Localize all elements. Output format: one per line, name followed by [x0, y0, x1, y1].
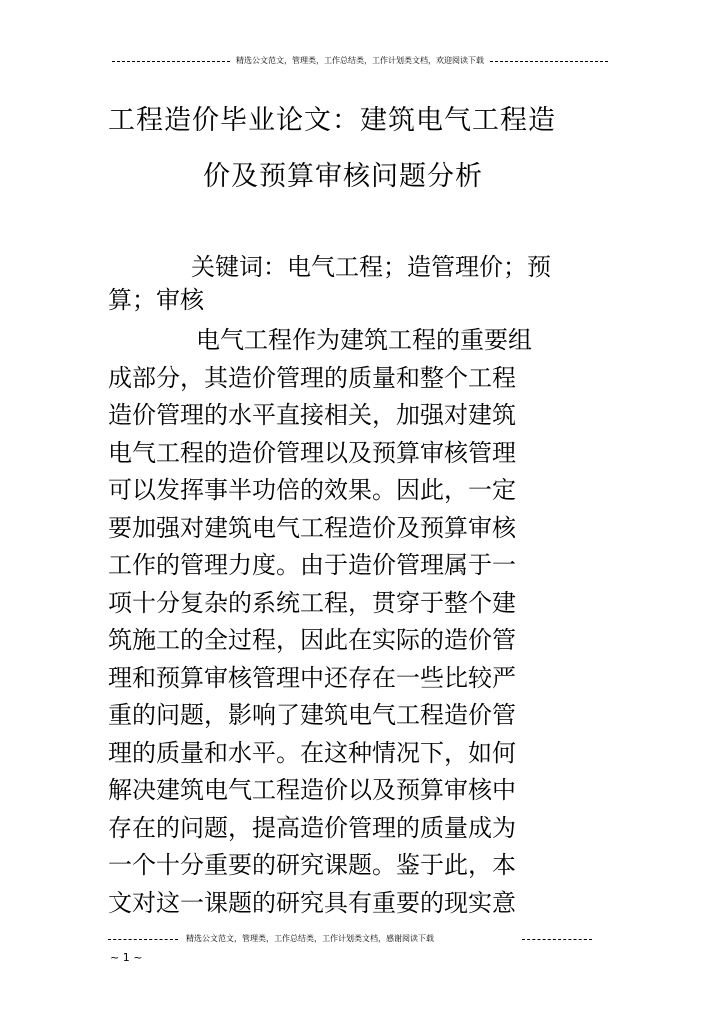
- footer-left-rule: [108, 939, 178, 940]
- keywords-line-1: 关键词：电气工程；造管理价；预: [191, 253, 551, 281]
- paragraph-line: 重的问题，影响了建筑电气工程造价管: [108, 701, 516, 729]
- paragraph-line: 工作的管理力度。由于造价管理属于一: [108, 551, 516, 579]
- paragraph-line: 可以发挥事半功倍的效果。因此，一定: [108, 476, 516, 504]
- header-banner-text: 精选公文范文，管理类，工作总结类，工作计划类文档，欢迎阅读下载: [236, 56, 484, 65]
- paragraph-line: 项十分复杂的系统工程，贯穿于整个建: [108, 588, 516, 617]
- header-banner: [112, 55, 608, 67]
- body-paragraph: [108, 322, 618, 922]
- document-title-line-1: 工程造价毕业论文：建筑电气工程造: [108, 105, 556, 136]
- keywords-block: [108, 249, 618, 319]
- paragraph-line: 存在的问题，提高造价管理的质量成为: [108, 813, 516, 842]
- document-title-line-2: 价及预算审核问题分析: [203, 161, 483, 192]
- paragraph-line: 成部分，其造价管理的质量和整个工程: [108, 363, 516, 392]
- paragraph-line: 筑施工的全过程，因此在实际的造价管: [108, 626, 516, 654]
- footer-banner: [108, 933, 592, 945]
- paragraph-line: 电气工程的造价管理以及预算审核管理: [108, 438, 516, 467]
- header-right-rule: [490, 61, 608, 62]
- paragraph-line: 理和预算审核管理中还存在一些比较严: [108, 663, 516, 692]
- paragraph-line: 理的质量和水平。在这种情况下，如何: [108, 738, 516, 767]
- paragraph-line: 电气工程作为建筑工程的重要组: [196, 326, 532, 354]
- paragraph-line: 要加强对建筑电气工程造价及预算审核: [108, 513, 516, 542]
- header-left-rule: [112, 61, 230, 62]
- paragraph-line: 文对这一课题的研究具有重要的现实意: [108, 888, 516, 917]
- paragraph-line: 造价管理的水平直接相关，加强对建筑: [108, 401, 516, 429]
- keywords-line-2: 算；审核: [108, 285, 204, 314]
- paragraph-line: 解决建筑电气工程造价以及预算审核中: [108, 776, 516, 804]
- paragraph-line: 一个十分重要的研究课题。鉴于此，本: [108, 851, 516, 879]
- page-number: ~ 1 ~: [110, 951, 143, 964]
- footer-banner-text: 精选公文范文，管理类，工作总结类，工作计划类文档，感谢阅读下载: [186, 934, 434, 943]
- footer-right-rule: [522, 939, 592, 940]
